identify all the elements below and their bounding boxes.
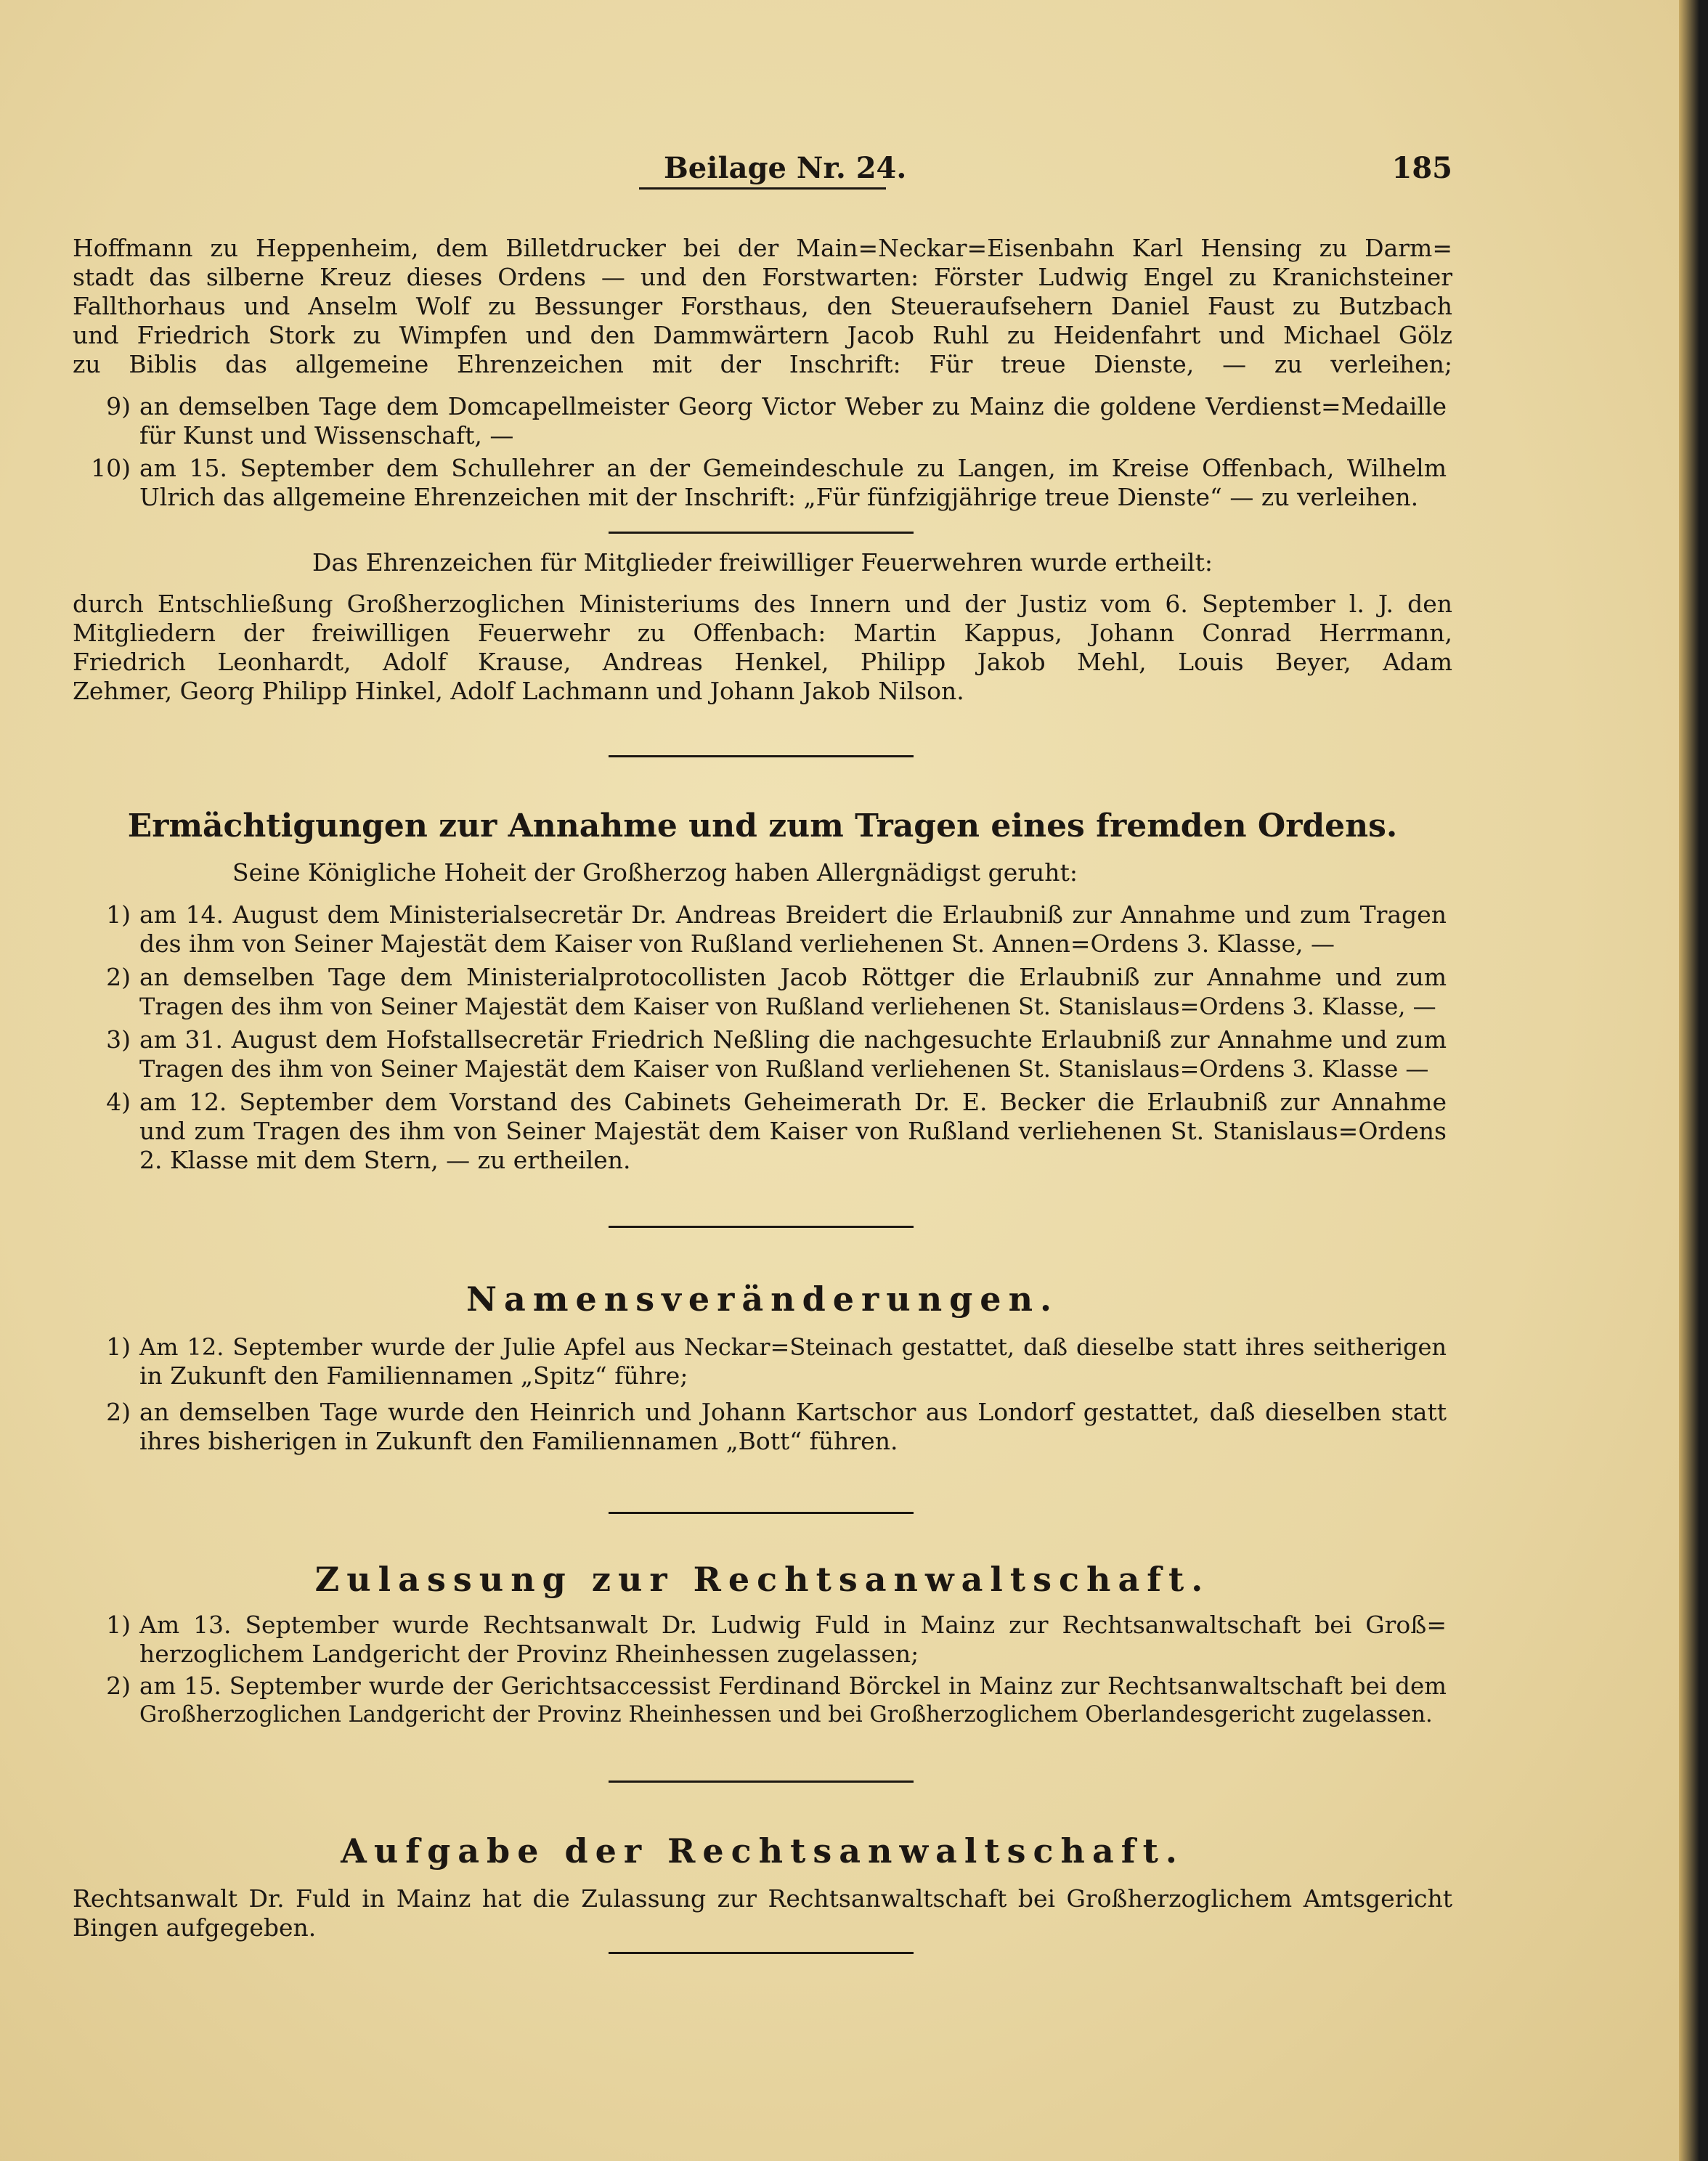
- section-heading-admission: Zulassung zur Rechtsanwaltschaft.: [314, 1560, 1211, 1599]
- text-line: 2. Klasse mit dem Stern, — zu ertheilen.: [139, 1146, 631, 1174]
- text-line: Tragen des ihm von Seiner Majestät dem Kaiser von Rußland verliehenen St. Stanislaus=Ordens 3. Klasse, —: [139, 993, 1436, 1020]
- text-line: Ulrich das allgemeine Ehrenzeichen mit der Inschrift: „Für fünfzigjährige treue Dienste“ — zu verleihen.: [139, 483, 1419, 511]
- item-number: 1): [106, 1611, 131, 1639]
- section-divider: [609, 1226, 914, 1228]
- text-line: Großherzoglichen Landgericht der Provinz Rheinhessen und bei Großherzoglichem Oberlandesgericht zugelassen.: [139, 1702, 1433, 1727]
- section-heading-orders: Ermächtigungen zur Annahme und zum Tragen eines fremden Ordens.: [127, 807, 1398, 845]
- section-divider: [609, 1512, 914, 1514]
- text-line: am 12. September dem Vorstand des Cabinets Geheimerath Dr. E. Becker die Erlaubniß zur Annahme: [139, 1088, 1447, 1116]
- section-divider: [609, 1952, 914, 1954]
- text-line: Tragen des ihm von Seiner Majestät dem Kaiser von Rußland verliehenen St. Stanislaus=Ordens 3. Klasse —: [139, 1055, 1429, 1083]
- text-line: durch Entschließung Großherzoglichen Ministeriums des Innern und der Justiz vom 6. September l. J. den: [73, 590, 1452, 618]
- text-line: an demselben Tage dem Ministerialprotocollisten Jacob Röttger die Erlaubniß zur Annahme und zum: [139, 963, 1447, 991]
- text-line: und zum Tragen des ihm von Seiner Majestät dem Kaiser von Rußland verliehenen St. Stanislaus=Ordens: [139, 1117, 1447, 1145]
- text-line: Friedrich Leonhardt, Adolf Krause, Andreas Henkel, Philipp Jakob Mehl, Louis Beyer, Adam: [73, 648, 1452, 676]
- item-number: 2): [106, 1672, 131, 1700]
- text-line: stadt das silberne Kreuz dieses Ordens — und den Forstwarten: Förster Ludwig Engel zu Kranichsteiner: [73, 263, 1452, 291]
- item-number: 2): [106, 1398, 131, 1426]
- text-line: am 14. August dem Ministerialsecretär Dr. Andreas Breidert die Erlaubniß zur Annahme und zum Tragen: [139, 900, 1447, 929]
- item-number: 4): [106, 1088, 131, 1116]
- text-line: in Zukunft den Familiennamen „Spitz“ führe;: [139, 1362, 688, 1390]
- section-heading-resignation: Aufgabe der Rechtsanwaltschaft.: [341, 1831, 1184, 1871]
- text-line: am 15. September wurde der Gerichtsaccessist Ferdinand Börckel in Mainz zur Rechtsanwaltschaft bei dem: [139, 1672, 1447, 1700]
- item-number: 3): [106, 1025, 131, 1054]
- section-divider: [609, 1781, 914, 1783]
- text-line: für Kunst und Wissenschaft, —: [139, 421, 514, 449]
- page-header: [639, 151, 1452, 195]
- text-line: Fallthorhaus und Anselm Wolf zu Bessunger Forsthaus, den Steueraufsehern Daniel Faust zu Butzbach: [73, 292, 1452, 320]
- text-line: Mitgliedern der freiwilligen Feuerwehr zu Offenbach: Martin Kappus, Johann Conrad Herrmann,: [73, 619, 1452, 647]
- text-line: und Friedrich Stork zu Wimpfen und den Dammwärtern Jacob Ruhl zu Heidenfahrt und Michael Gölz: [73, 321, 1452, 349]
- orders-intro: [232, 858, 1249, 887]
- section-divider: [609, 532, 914, 534]
- text-line: Rechtsanwalt Dr. Fuld in Mainz hat die Zulassung zur Rechtsanwaltschaft bei Großherzoglichem Amtsgericht: [73, 1884, 1452, 1913]
- section-divider: [609, 755, 914, 757]
- header-title: Beilage Nr. 24.: [664, 151, 907, 185]
- page-number: 185: [1391, 151, 1452, 185]
- continuation-paragraph: [73, 234, 1452, 379]
- item-number: 10): [91, 454, 131, 482]
- text-line: an demselben Tage wurde den Heinrich und Johann Kartschor aus Londorf gestattet, daß dieselben statt: [139, 1398, 1447, 1426]
- text-line: ihres bisherigen in Zukunft den Familiennamen „Bott“ führen.: [139, 1427, 898, 1455]
- text-line: Hoffmann zu Heppenheim, dem Billetdrucker bei der Main=Neckar=Eisenbahn Karl Hensing zu Darm=: [73, 234, 1452, 262]
- item-number: 1): [106, 1332, 131, 1361]
- text-line: am 31. August dem Hofstallsecretär Friedrich Neßling die nachgesuchte Erlaubniß zur Annahme und zum: [139, 1025, 1447, 1054]
- item-number: 1): [106, 900, 131, 929]
- feuerwehr-intro: [73, 548, 1452, 577]
- text-line: am 15. September dem Schullehrer an der Gemeindeschule zu Langen, im Kreise Offenbach, Wilhelm: [139, 454, 1447, 482]
- page-edge-shadow: [1679, 0, 1708, 2161]
- text-line: Zehmer, Georg Philipp Hinkel, Adolf Lachmann und Johann Jakob Nilson.: [73, 677, 964, 705]
- item-number: 9): [106, 392, 131, 420]
- text-line: Am 13. September wurde Rechtsanwalt Dr. Ludwig Fuld in Mainz zur Rechtsanwaltschaft bei Groß=: [139, 1611, 1447, 1639]
- text-line: herzoglichem Landgericht der Provinz Rheinhessen zugelassen;: [139, 1640, 919, 1668]
- text-line: an demselben Tage dem Domcapellmeister Georg Victor Weber zu Mainz die goldene Verdienst=Medaille: [139, 392, 1447, 420]
- item-number: 2): [106, 963, 131, 991]
- text-line: zu Biblis das allgemeine Ehrenzeichen mit der Inschrift: Für treue Dienste, — zu verleihen;: [73, 350, 1452, 378]
- intro-line: Seine Königliche Hoheit der Großherzog haben Allergnädigst geruht:: [232, 858, 1078, 887]
- text-line: Bingen aufgegeben.: [73, 1913, 317, 1942]
- header-rule: [639, 187, 886, 190]
- text-line: Am 12. September wurde der Julie Apfel aus Neckar=Steinach gestattet, daß dieselbe statt ihres seitherigen: [139, 1333, 1447, 1361]
- section-heading-names: Namensveränderungen.: [465, 1279, 1060, 1319]
- resignation-paragraph: [73, 1884, 1452, 1942]
- feuerwehr-paragraph: [73, 590, 1452, 706]
- intro-line: Das Ehrenzeichen für Mitglieder freiwilliger Feuerwehren wurde ertheilt:: [312, 548, 1213, 577]
- text-line: des ihm von Seiner Majestät dem Kaiser von Rußland verliehenen St. Annen=Ordens 3. Klasse, —: [139, 929, 1335, 958]
